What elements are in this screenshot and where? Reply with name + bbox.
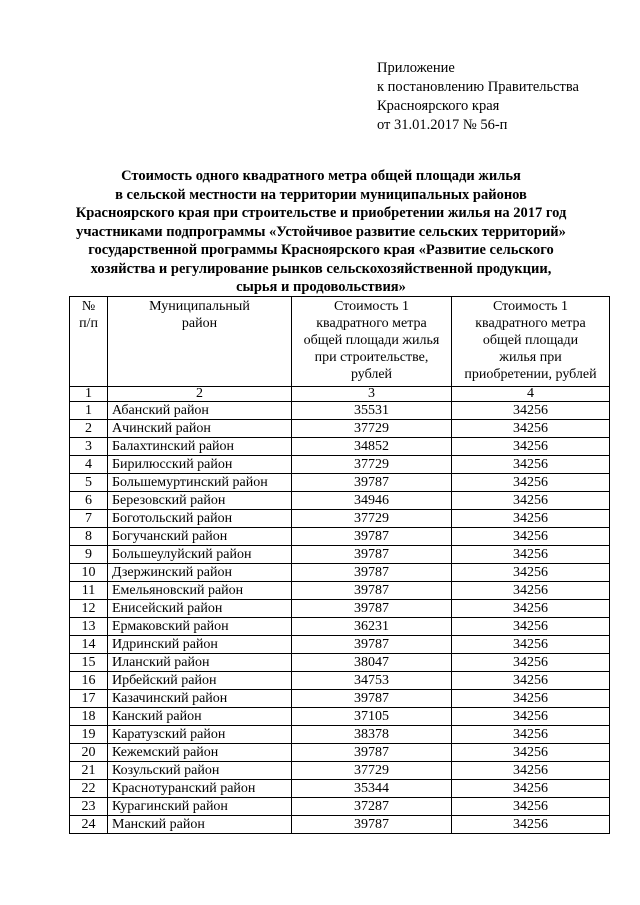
table-row [70,600,610,618]
title-line: сырья и продовольствия» [236,279,406,295]
header-line: Муниципальный [149,299,250,314]
district-name: Канский район [108,708,292,726]
row-number: 8 [70,528,108,546]
column-numbering-row [70,387,610,402]
buy-cost: 34256 [452,600,610,618]
district-name: Ирбейский район [108,672,292,690]
district-name: Березовский район [108,492,292,510]
annex-line: Красноярского края [377,98,500,114]
build-cost: 38047 [292,654,452,672]
buy-cost: 34256 [452,816,610,834]
table-row [70,474,610,492]
buy-cost: 34256 [452,456,610,474]
district-name: Краснотуранский район [108,780,292,798]
district-name: Казачинский район [108,690,292,708]
row-number: 9 [70,546,108,564]
title-line: хозяйства и регулирование рынков сельскохозяйственной продукции, [90,260,552,277]
row-number: 15 [70,654,108,672]
build-cost: 39787 [292,690,452,708]
header-build-cost [292,297,452,387]
table-row [70,456,610,474]
buy-cost: 34256 [452,420,610,438]
table-row [70,780,610,798]
table-row [70,672,610,690]
table-row [70,510,610,528]
district-name: Кежемский район [108,744,292,762]
table-row [70,492,610,510]
row-number: 17 [70,690,108,708]
row-number: 22 [70,780,108,798]
buy-cost: 34256 [452,582,610,600]
buy-cost: 34256 [452,510,610,528]
build-cost: 35531 [292,402,452,420]
row-number: 4 [70,456,108,474]
district-name: Козульский район [108,762,292,780]
build-cost: 34852 [292,438,452,456]
district-name: Ачинский район [108,420,292,438]
row-number: 7 [70,510,108,528]
district-name: Дзержинский район [108,564,292,582]
header-line: общей площади жилья [303,333,440,348]
district-name: Идринский район [108,636,292,654]
header-line: при строительстве, [314,350,429,365]
row-number: 2 [70,420,108,438]
title-line: Стоимость одного квадратного метра общей площади жилья [121,168,521,184]
buy-cost: 34256 [452,654,610,672]
district-name: Ермаковский район [108,618,292,636]
build-cost: 39787 [292,564,452,582]
buy-cost: 34256 [452,528,610,546]
table-row [70,708,610,726]
row-number: 19 [70,726,108,744]
build-cost: 39787 [292,744,452,762]
title-line: государственной программы Красноярского края «Развитие сельского [88,242,554,258]
build-cost: 34753 [292,672,452,690]
header-line: рублей [350,367,393,382]
district-name: Боготольский район [108,510,292,528]
build-cost: 39787 [292,582,452,600]
table-row [70,546,610,564]
table-row [70,618,610,636]
table-row [70,762,610,780]
header-line: п/п [79,316,98,331]
build-cost: 39787 [292,816,452,834]
header-line: приобретении, рублей [464,367,597,382]
build-cost: 36231 [292,618,452,636]
header-line: жилья при [499,350,562,365]
buy-cost: 34256 [452,690,610,708]
table-row [70,582,610,600]
table-row [70,564,610,582]
build-cost: 37729 [292,420,452,438]
build-cost: 39787 [292,600,452,618]
title-line: Красноярского края при строительстве и приобретении жилья на 2017 год [75,205,567,221]
document-title [60,167,582,297]
row-number: 23 [70,798,108,816]
buy-cost: 34256 [452,726,610,744]
table-row [70,420,610,438]
district-name: Большемуртинский район [108,474,292,492]
row-number: 21 [70,762,108,780]
annex-line: Приложение [377,60,455,76]
row-number: 1 [70,402,108,420]
row-number: 20 [70,744,108,762]
header-line: квадратного метра [316,316,427,331]
header-line: район [181,316,218,331]
title-line: участниками подпрограммы «Устойчивое развитие сельских территорий» [76,223,566,240]
district-name: Бирилюсский район [108,456,292,474]
buy-cost: 34256 [452,564,610,582]
row-number: 13 [70,618,108,636]
build-cost: 37105 [292,708,452,726]
buy-cost: 34256 [452,762,610,780]
build-cost: 34946 [292,492,452,510]
build-cost: 37287 [292,798,452,816]
annex-line: от 31.01.2017 № 56-п [377,117,508,133]
column-number: 2 [108,387,292,402]
district-name: Абанский район [108,402,292,420]
district-name: Каратузский район [108,726,292,744]
row-number: 18 [70,708,108,726]
table-row [70,690,610,708]
district-name: Большеулуйский район [108,546,292,564]
buy-cost: 34256 [452,492,610,510]
table-row [70,528,610,546]
table-row [70,726,610,744]
header-district [108,297,292,387]
table-row [70,744,610,762]
header-line: общей площади [482,333,579,348]
buy-cost: 34256 [452,546,610,564]
build-cost: 39787 [292,474,452,492]
buy-cost: 34256 [452,402,610,420]
table-row [70,654,610,672]
table-row [70,402,610,420]
buy-cost: 34256 [452,672,610,690]
district-name: Енисейский район [108,600,292,618]
column-number: 3 [292,387,452,402]
build-cost: 37729 [292,456,452,474]
header-line: № [81,299,96,314]
buy-cost: 34256 [452,474,610,492]
buy-cost: 34256 [452,798,610,816]
header-number [70,297,108,387]
build-cost: 39787 [292,636,452,654]
header-buy-cost [452,297,610,387]
row-number: 12 [70,600,108,618]
table-row [70,798,610,816]
annex-block [377,59,579,135]
build-cost: 37729 [292,762,452,780]
build-cost: 37729 [292,510,452,528]
build-cost: 35344 [292,780,452,798]
buy-cost: 34256 [452,780,610,798]
column-number: 4 [452,387,610,402]
buy-cost: 34256 [452,744,610,762]
district-name: Курагинский район [108,798,292,816]
table-row [70,636,610,654]
table-row [70,438,610,456]
district-name: Балахтинский район [108,438,292,456]
row-number: 16 [70,672,108,690]
buy-cost: 34256 [452,618,610,636]
header-line: квадратного метра [475,316,586,331]
table-header-row [70,297,610,387]
annex-line: к постановлению Правительства [377,79,579,95]
header-line: Стоимость 1 [492,299,568,314]
district-name: Богучанский район [108,528,292,546]
build-cost: 39787 [292,528,452,546]
row-number: 6 [70,492,108,510]
column-number: 1 [70,387,108,402]
header-line: Стоимость 1 [333,299,409,314]
row-number: 11 [70,582,108,600]
buy-cost: 34256 [452,636,610,654]
buy-cost: 34256 [452,708,610,726]
row-number: 14 [70,636,108,654]
row-number: 24 [70,816,108,834]
table-row [70,816,610,834]
district-name: Иланский район [108,654,292,672]
row-number: 10 [70,564,108,582]
build-cost: 39787 [292,546,452,564]
title-line: в сельской местности на территории муниципальных районов [115,186,527,203]
buy-cost: 34256 [452,438,610,456]
build-cost: 38378 [292,726,452,744]
cost-table [69,296,610,834]
row-number: 5 [70,474,108,492]
district-name: Емельяновский район [108,582,292,600]
row-number: 3 [70,438,108,456]
district-name: Манский район [108,816,292,834]
